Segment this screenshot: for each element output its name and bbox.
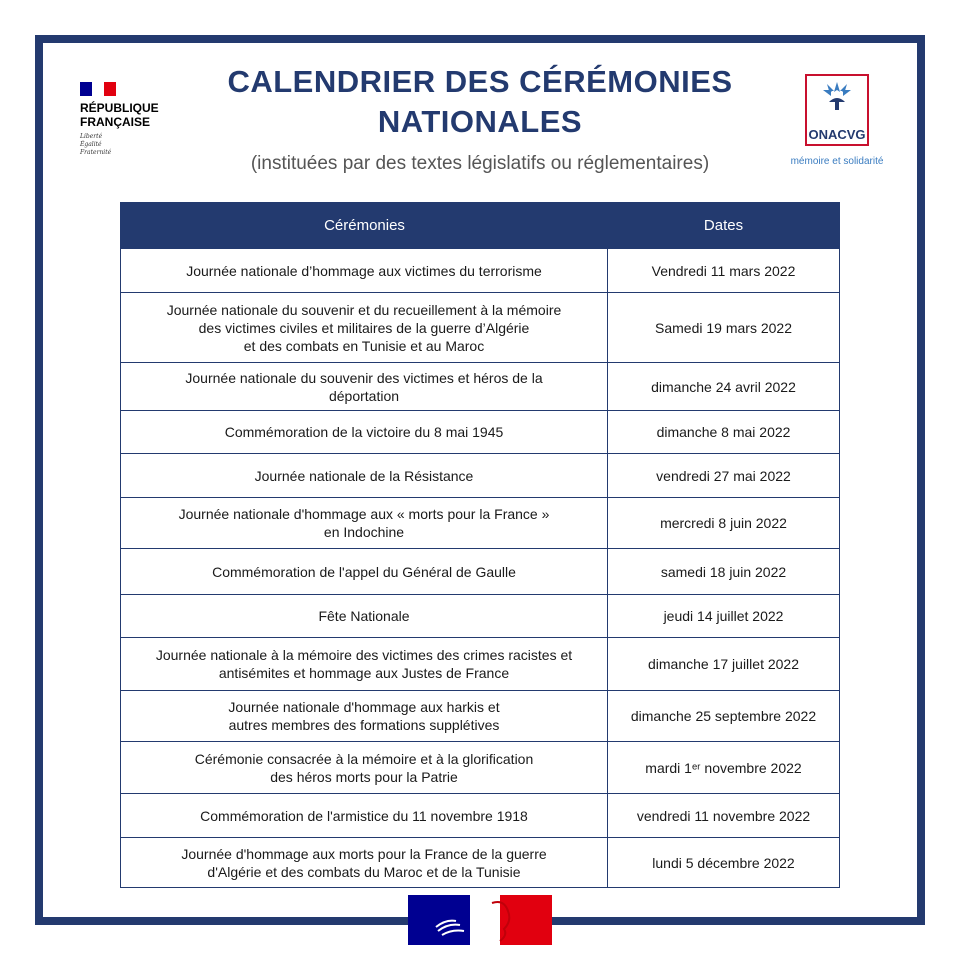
date-cell: dimanche 17 juillet 2022: [648, 656, 799, 672]
date-cell: dimanche 24 avril 2022: [651, 378, 796, 395]
ceremony-cell: Fête Nationale: [121, 595, 608, 637]
page-subtitle: (instituées par des textes législatifs ou réglementaires): [250, 153, 710, 174]
table-row: [121, 248, 839, 292]
republic-motto: [80, 133, 190, 157]
onacvg-name: ONACVG: [808, 127, 866, 142]
date-cell: dimanche 25 septembre 2022: [630, 708, 817, 724]
table-row: [121, 837, 839, 887]
date-cell: Samedi 19 mars 2022: [655, 319, 792, 336]
ceremony-cell: Commémoration de l'armistice du 11 novembre 1918: [121, 794, 608, 837]
cornflower-icon: [819, 80, 855, 116]
ceremony-cell: Journée nationale d'hommage aux harkis et autres membres des formations supplétives: [121, 691, 608, 741]
ceremony-cell: Journée nationale à la mémoire des victimes des crimes racistes et antisémites et hommage aux Justes de France: [121, 638, 608, 690]
date-cell: dimanche 8 mai 2022: [656, 424, 791, 440]
onacvg-tagline: mémoire et solidarité: [790, 156, 884, 167]
date-cell: Vendredi 11 mars 2022: [651, 262, 796, 279]
table-header: [121, 203, 839, 248]
table-row: [121, 741, 839, 793]
ceremony-cell: Journée nationale d'hommage aux « morts pour la France » en Indochine: [121, 498, 608, 548]
title-line2: NATIONALES: [377, 104, 583, 139]
table-row: [121, 594, 839, 637]
table-row: [121, 497, 839, 548]
republique-francaise-logo: [80, 82, 190, 157]
date-cell: lundi 5 décembre 2022: [652, 854, 795, 871]
motto-egalite: Égalité: [80, 141, 102, 148]
header-dates: Dates: [703, 217, 744, 234]
table-row: [121, 548, 839, 594]
table-row: [121, 453, 839, 497]
date-cell: vendredi 27 mai 2022: [656, 467, 791, 484]
table-row: [121, 793, 839, 837]
onacvg-emblem: [805, 74, 869, 146]
title-line1: CALENDRIER DES CÉRÉMONIES: [227, 64, 733, 99]
table-row: [121, 410, 839, 453]
header-ceremonies: Cérémonies: [324, 217, 405, 234]
table-row: [121, 690, 839, 741]
ceremony-cell: Journée nationale du souvenir et du recueillement à la mémoire des victimes civiles et militaires de la guerre d’Algérie et des combats en Tunisie et au Maroc: [121, 293, 608, 362]
ceremony-cell: Cérémonie consacrée à la mémoire et à la glorification des héros morts pour la Patrie: [121, 742, 608, 793]
motto-liberte: Liberté: [80, 133, 103, 140]
french-flag-icon: [80, 82, 116, 96]
republic-name-line1: RÉPUBLIQUE: [80, 101, 159, 115]
date-cell: jeudi 14 juillet 2022: [663, 608, 784, 624]
ceremony-cell: Commémoration de la victoire du 8 mai 1945: [121, 411, 608, 453]
ceremonies-table: [120, 202, 840, 888]
ceremony-cell: Journée nationale du souvenir des victimes et héros de la déportation: [121, 363, 608, 410]
motto-fraternite: Fraternité: [80, 149, 112, 156]
ceremony-cell: Commémoration de l'appel du Général de Gaulle: [121, 549, 608, 594]
date-cell: mercredi 8 juin 2022: [660, 515, 787, 531]
republic-name-line2: FRANÇAISE: [80, 115, 151, 129]
table-row: [121, 292, 839, 362]
table-row: [121, 637, 839, 690]
ceremony-cell: Journée nationale de la Résistance: [121, 454, 608, 497]
date-cell: mardi 1ᵉʳ novembre 2022: [645, 759, 802, 776]
table-row: [121, 362, 839, 410]
page-title: [190, 62, 770, 142]
ceremony-cell: Journée d'hommage aux morts pour la France de la guerre d'Algérie et des combats du Maroc et de la Tunisie: [121, 838, 608, 887]
ceremony-cell: Journée nationale d’hommage aux victimes du terrorisme: [121, 249, 608, 292]
date-cell: vendredi 11 novembre 2022: [636, 807, 811, 824]
date-cell: samedi 18 juin 2022: [660, 563, 787, 580]
marianne-emblem-icon: [408, 895, 552, 945]
onacvg-logo: [782, 74, 892, 167]
